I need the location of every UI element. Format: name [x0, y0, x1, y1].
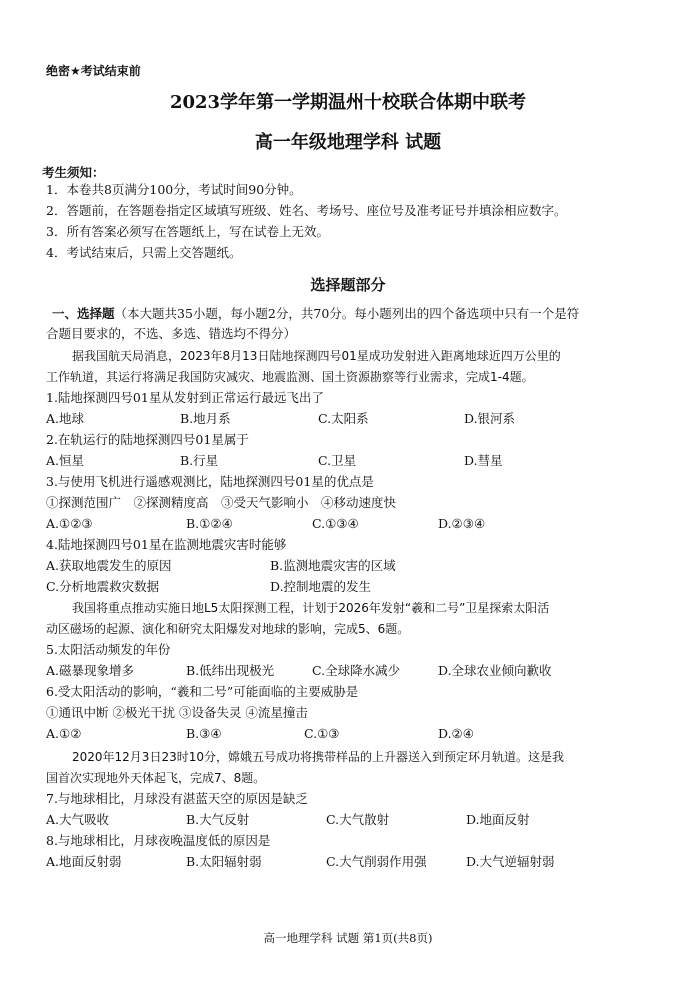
option-d: D.②④: [438, 726, 474, 741]
notice-item: 4．考试结束后，只需上交答题纸。: [46, 245, 242, 260]
option-c: C.全球降水减少: [312, 663, 401, 678]
section-title: 选择题部分: [310, 276, 386, 294]
option-d: D.②③④: [438, 516, 486, 531]
option-b: B.①②④: [186, 516, 233, 531]
option-d: D.银河系: [464, 411, 516, 426]
notice-item: 2．答题前，在答题卷指定区域填写班级、姓名、考场号、座位号及准考证号并填涂相应数字。: [46, 203, 567, 218]
option-b: B.大气反射: [186, 812, 250, 827]
option-d: D.大气逆辐射弱: [466, 854, 555, 869]
passage-text: 国首次实现地外天体起飞，完成7、8题。: [46, 771, 266, 785]
passage-text: 据我国航天局消息，2023年8月13日陆地探测四号01星成功发射进入距离地球近四万公里的: [72, 349, 561, 363]
question-stem: 1.陆地探测四号01星从发射到正常运行最远飞出了: [46, 390, 324, 405]
part-desc-cont: 合题目要求的，不选、多选、错选均不得分）: [46, 326, 297, 341]
option-c: C.①③④: [312, 516, 359, 531]
passage-text: 动区磁场的起源、演化和研究太阳爆发对地球的影响，完成5、6题。: [46, 622, 410, 636]
option-c: C.卫星: [318, 453, 357, 468]
option-d: D.彗星: [464, 453, 503, 468]
notice-item: 1．本卷共8页满分100分，考试时间90分钟。: [46, 182, 302, 197]
question-stem: 8.与地球相比，月球夜晚温度低的原因是: [46, 833, 271, 848]
exam-title: 2023学年第一学期温州十校联合体期中联考: [169, 92, 527, 113]
question-items: ①探测范围广 ②探测精度高 ③受天气影响小 ④移动速度快: [46, 495, 397, 510]
option-d: D.全球农业倾向歉收: [438, 663, 552, 678]
option-c: C.太阳系: [318, 411, 369, 426]
option-b: B.地月系: [180, 411, 231, 426]
option-a: A.获取地震发生的原因: [46, 558, 172, 573]
passage-text: 2020年12月3日23时10分，嫦娥五号成功将携带样品的上升器送入到预定环月轨道。这是我: [72, 750, 564, 764]
question-stem: 5.太阳活动频发的年份: [46, 642, 171, 657]
notice-item: 3．所有答案必须写在答题纸上，写在试卷上无效。: [46, 224, 329, 239]
option-a: A.地面反射弱: [46, 854, 122, 869]
option-d: D.控制地震的发生: [270, 579, 372, 594]
notice-heading: 考生须知：: [42, 165, 105, 180]
question-items: ①通讯中断 ②极光干扰 ③设备失灵 ④流星撞击: [46, 705, 308, 720]
question-stem: 2.在轨运行的陆地探测四号01星属于: [46, 432, 249, 447]
option-b: B.行星: [180, 453, 219, 468]
option-a: A.①②③: [46, 516, 93, 531]
option-b: B.监测地震灾害的区域: [270, 558, 396, 573]
option-c: C.大气削弱作用强: [326, 854, 427, 869]
part-label: 一、选择题: [52, 306, 115, 321]
option-b: B.低纬出现极光: [186, 663, 275, 678]
confidential-mark: 绝密★考试结束前: [46, 64, 141, 78]
option-a: A.①②: [46, 726, 82, 741]
passage-text: 我国将重点推动实施日地L5太阳探测工程，计划于2026年发射“羲和二号”卫星探索太阳活: [72, 601, 550, 615]
question-stem: 3.与使用飞机进行遥感观测比，陆地探测四号01星的优点是: [46, 474, 374, 489]
option-c: C.大气散射: [326, 812, 390, 827]
passage-text: 工作轨道，其运行将满足我国防灾减灾、地震监测、国土资源勘察等行业需求，完成1-4题。: [46, 370, 534, 384]
option-c: C.①③: [304, 726, 340, 741]
option-a: A.恒星: [46, 453, 85, 468]
option-b: B.③④: [186, 726, 222, 741]
page-footer: 高一地理学科 试题 第1页(共8页): [263, 931, 433, 945]
option-c: C.分析地震救灾数据: [46, 579, 160, 594]
part-desc: （本大题共35小题，每小题2分，共70分。每小题列出的四个备选项中只有一个是符: [114, 306, 580, 321]
exam-subtitle: 高一年级地理学科 试题: [254, 132, 442, 153]
option-b: B.太阳辐射弱: [186, 854, 262, 869]
option-a: A.地球: [46, 411, 85, 426]
option-a: A.大气吸收: [46, 812, 110, 827]
question-stem: 6.受太阳活动的影响，“羲和二号”可能面临的主要威胁是: [46, 684, 359, 699]
option-a: A.磁暴现象增多: [46, 663, 135, 678]
question-stem: 4.陆地探测四号01星在监测地震灾害时能够: [46, 537, 287, 552]
option-d: D.地面反射: [466, 812, 530, 827]
part-instructions: [52, 306, 579, 322]
question-stem: 7.与地球相比，月球没有湛蓝天空的原因是缺乏: [46, 791, 308, 806]
